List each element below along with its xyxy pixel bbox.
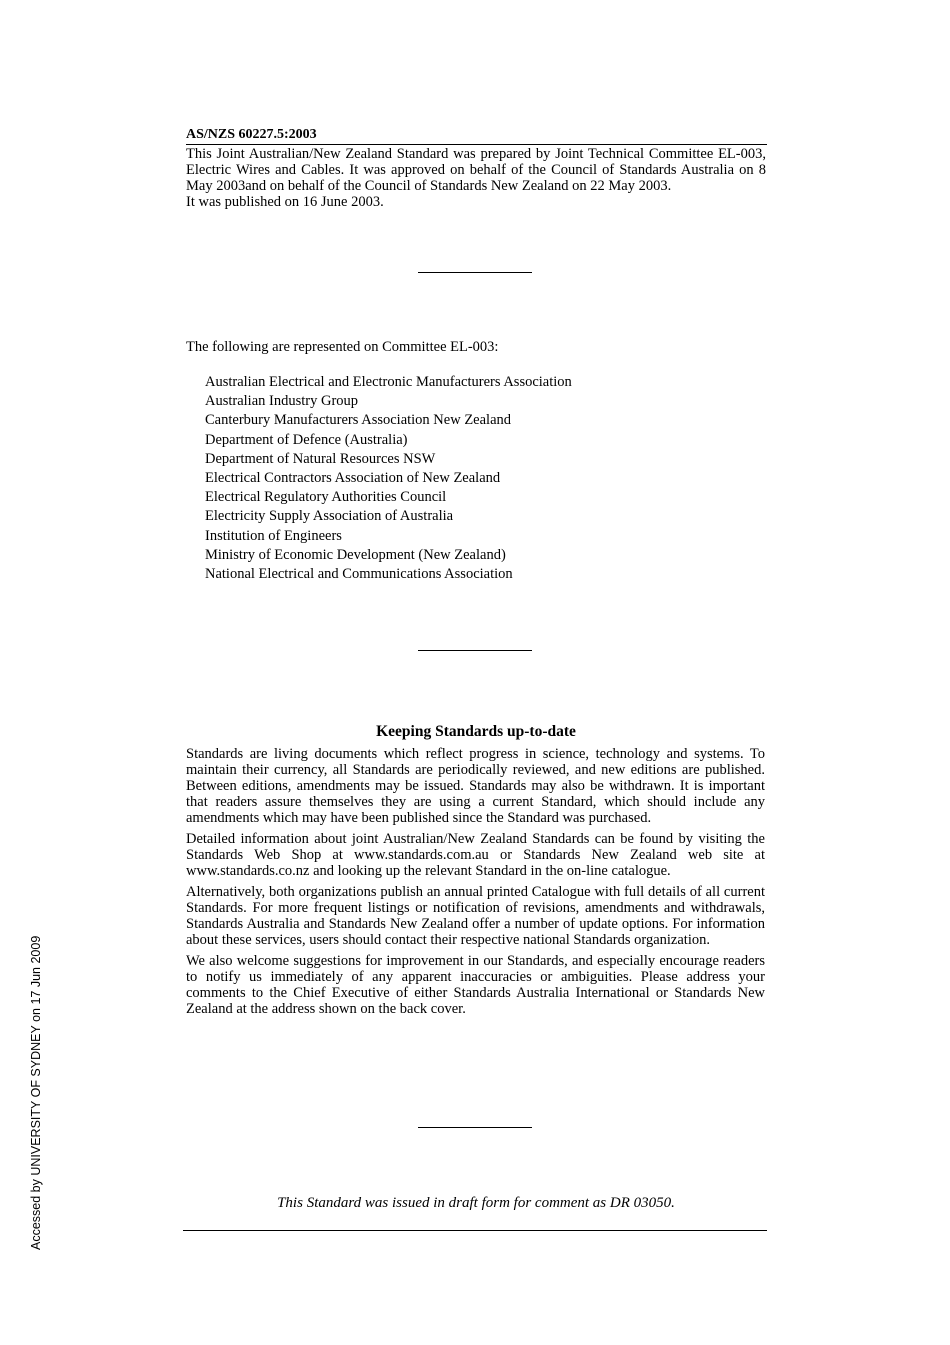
section-divider bbox=[418, 650, 532, 651]
list-item: Electrical Contractors Association of New Zealand bbox=[205, 470, 501, 487]
list-item: Australian Industry Group bbox=[205, 393, 359, 410]
body-paragraph: We also welcome suggestions for improvement in our Standards, and especially encourage readers to notify us immediately of any apparent inaccuracies or ambiguities. Please address your comments to the Chief Executive of either Standards Australia International or Standards New Zealand at the address shown on the back cover. bbox=[186, 953, 765, 1017]
section-divider bbox=[418, 272, 532, 273]
section-divider bbox=[418, 1127, 532, 1128]
list-item: Ministry of Economic Development (New Zealand) bbox=[205, 546, 506, 563]
approval-statement bbox=[186, 146, 766, 210]
list-item: Electricity Supply Association of Australia bbox=[205, 508, 454, 525]
list-item: Institution of Engineers bbox=[205, 527, 342, 544]
list-item: Department of Defence (Australia) bbox=[205, 431, 408, 448]
draft-note: This Standard was issued in draft form for comment as DR 03050. bbox=[277, 1195, 675, 1211]
standard-number: AS/NZS 60227.5:2003 bbox=[186, 127, 767, 145]
body-paragraph: Alternatively, both organizations publish an annual printed Catalogue with full details of all current Standards. For more frequent listings or notification of revisions, amendments and withdrawals, Standards Australia and Standards New Zealand offer a number of update options. For information about these services, users should contact their respective national Standards organization. bbox=[186, 884, 765, 948]
body-paragraph: Standards are living documents which reflect progress in science, technology and systems. To maintain their currency, all Standards are periodically reviewed, and new editions are published. Between editions, amendments may be issued. Standards may also be withdrawn. It is important that readers assure themselves they are using a current Standard, which should include any amendments which may have been published since the Standard was purchased. bbox=[186, 746, 765, 826]
list-item: National Electrical and Communications Association bbox=[205, 566, 513, 583]
list-item: Department of Natural Resources NSW bbox=[205, 450, 436, 467]
list-item: Australian Electrical and Electronic Manufacturers Association bbox=[205, 374, 572, 390]
access-watermark: Accessed by UNIVERSITY OF SYDNEY on 17 Jun 2009 bbox=[29, 935, 43, 1250]
list-item: Electrical Regulatory Authorities Council bbox=[205, 489, 447, 506]
committee-member-list bbox=[205, 373, 572, 584]
committee-intro: The following are represented on Committee EL-003: bbox=[186, 339, 499, 355]
list-item: Canterbury Manufacturers Association New Zealand bbox=[205, 412, 512, 429]
section-heading: Keeping Standards up-to-date bbox=[376, 723, 576, 740]
publication-date-paragraph: It was published on 16 June 2003. bbox=[186, 194, 384, 210]
keeping-up-to-date-body bbox=[186, 746, 765, 1022]
body-paragraph: Detailed information about joint Australian/New Zealand Standards can be found by visiting the Standards Web Shop at www.standards.com.au or Standards New Zealand web site at www.standards.co.nz and looking up the relevant Standard in the on-line catalogue. bbox=[186, 831, 765, 879]
approval-paragraph: This Joint Australian/New Zealand Standard was prepared by Joint Technical Committee EL-003, Electric Wires and Cables. It was approved on behalf of the Council of Standards Australia on 8 May 2003and on behalf of the Council of Standards New Zealand on 22 May 2003. bbox=[186, 146, 766, 194]
footer-rule bbox=[183, 1230, 767, 1231]
